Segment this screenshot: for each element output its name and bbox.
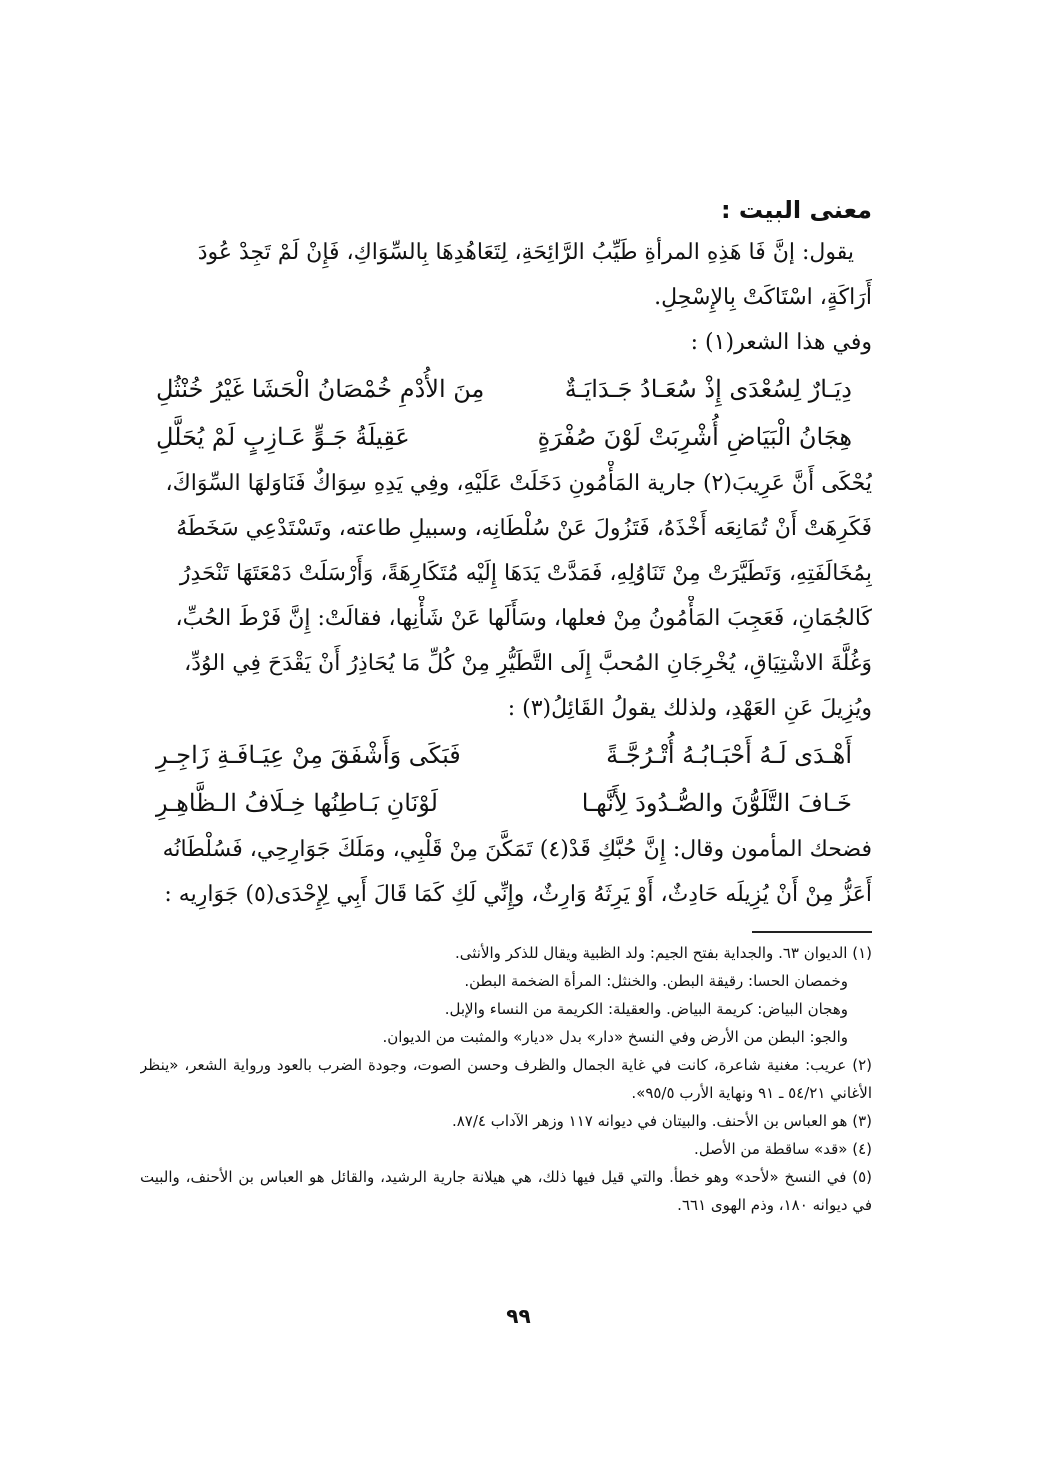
- page-body: [140, 190, 872, 1219]
- paragraph-line: كَالجُمَانِ، فَعَجِبَ المَأْمُونُ مِنْ فعلها، وسَأَلَها عَنْ شَأْنِها، فقالَتْ: إِنَّ فَرْطَ الحُبِّ،: [175, 606, 872, 631]
- verse-hemistich-right: أَهْـدَى لَـهُ أَحْبَـابُـهُ أُتْـرُجَّـةً: [606, 741, 852, 769]
- footnote: (٤) «قد» ساقطة من الأصل.: [694, 1140, 872, 1158]
- verse-line: [140, 779, 872, 827]
- poem-intro: وفي هذا الشعر(١) :: [690, 330, 872, 355]
- footnote: (٣) هو العباس بن الأحنف. والبيتان في ديوانه ١١٧ وزهر الآداب ٨٧/٤.: [451, 1112, 872, 1130]
- footnote-continuation: وهجان البياض: كريمة البياض. والعقيلة: الكريمة من النساء والإبل.: [444, 1000, 848, 1018]
- footnotes: [140, 939, 872, 1219]
- verse-hemistich-left: عَقِيلَةُ جَـوٍّ عَـازِبٍ لَمْ يُحَلَّلِ: [156, 423, 410, 451]
- verse-hemistich-right: هِجَانُ الْبَيَاضِ أُشْرِبَتْ لَوْنَ صُفْرَةٍ: [537, 423, 852, 451]
- poem-block-1: [140, 365, 872, 461]
- paragraph-conclusion: [140, 827, 872, 917]
- footnote-continuation: والجو: البطن من الأرض وفي النسخ «دار» بدل «ديار» والمثبت من الديوان.: [382, 1028, 848, 1046]
- poem-block-2: [140, 731, 872, 827]
- verse-hemistich-left: فَبَكَى وَأَشْفَقَ مِنْ عِيَـافَـةِ زَاجِـرِ: [156, 741, 461, 769]
- footnote: (٢) عريب: مغنية شاعرة، كانت في غاية الجمال والظرف وحسن الصوت، وجودة الضرب بالعود ورواية الشعر، «ينظر الأغاني ٥٤/٢١ ـ ٩١ ونهاية الأرب ٩٥/٥».: [140, 1056, 872, 1102]
- paragraph-meaning: [140, 230, 872, 320]
- footnote: (١) الديوان ٦٣. والجداية بفتح الجيم: ولد الظبية ويقال للذكر والأنثى.: [454, 944, 872, 962]
- footnote-continuation: وخمصان الحسا: رقيقة البطن. والخنثل: المرأة الضخمة البطن.: [464, 972, 848, 990]
- verse-hemistich-left: مِنَ الأُدْمِ خُمْصَانُ الْحَشَا غَيْرُ خُنْثُلِ: [156, 375, 485, 403]
- paragraph-line: ويُزِيلَ عَنِ العَهْدِ، ولذلك يقولُ القَائِلُ(٣) :: [507, 696, 872, 721]
- verse-hemistich-right: خَـافَ التَّلَوُّنَ والصُّـدُودَ لِأَنَّهـا: [581, 789, 852, 817]
- footnote: (٥) في النسخ «لأحد» وهو خطأ. والتي قيل فيها ذلك، هي هيلانة جارية الرشيد، والقائل هو العباس بن الأحنف، والبيت في ديوانه ١٨٠، وذم الهوى ٦٦١.: [140, 1168, 872, 1214]
- paragraph-line: أَعَزُّ مِنْ أَنْ يُزِيلَه حَادِثٌ، أَوْ يَرِثَهُ وَارِثٌ، وإِنِّي لَكِ كَمَا قَالَ أَبِي لِإِحْدَى(٥) جَوَارِيه :: [164, 882, 872, 907]
- paragraph-story: [140, 461, 872, 731]
- paragraph-line: يقول: إنَّ فَا هَذِهِ المرأةِ طَيِّبُ الرَّائِحَةِ، لِتَعَاهُدِهَا بِالسِّوَاكِ، فَإِنْ لَمْ تَجِدْ عُودَ: [197, 240, 854, 265]
- page-number: ٩٩: [506, 1304, 531, 1328]
- footnote-divider: [752, 931, 872, 933]
- paragraph-line: أَرَاكَةٍ، اسْتَاكَتْ بِالإِسْحِلِ.: [654, 285, 872, 310]
- verse-hemistich-left: لَوْنَانِ بَـاطِنُها خِـلَافُ الـظَّاهِـرِ: [156, 789, 438, 817]
- paragraph-line: وَغُلَّةَ الاشْتِيَاقِ، يُخْرِجَانِ المُحبَّ إِلَى التَّطَيُّرِ مِنْ كُلِّ مَا يُحَاذِرُ أَنْ يَقْدَحَ فِي الوُدِّ،: [184, 651, 872, 676]
- verse-line: [140, 731, 872, 779]
- section-heading: معنى البيت :: [720, 196, 872, 224]
- verse-hemistich-right: دِيَـارٌ لِسُعْدَى إِذْ سُعَـادُ جَـدَايَـةٌ: [564, 375, 852, 403]
- verse-line: [140, 413, 872, 461]
- paragraph-line: فضحك المأمون وقال: إِنَّ حُبَّكِ قَدْ(٤) تَمَكَّنَ مِنْ قَلْبِي، ومَلَكَ جَوَارِحِي، فَسُلْطَانُه: [162, 837, 872, 862]
- paragraph-line: يُحْكَى أَنَّ عَرِيبَ(٢) جارية المَأْمُونِ دَخَلَتْ عَلَيْهِ، وفِي يَدِهِ سِوَاكٌ فَنَاوَلهَا السِّوَاكَ،: [165, 471, 872, 496]
- paragraph-line: فَكَرِهَتْ أَنْ تُمَانِعَه أَخْذَهُ، فَتَزُولَ عَنْ سُلْطَانِه، وسبيلِ طاعته، وتَسْتَدْعِي سَخَطَهُ: [176, 516, 872, 541]
- paragraph-line: بِمُخَالَفَتِهِ، وَتَطَيَّرَتْ مِنْ تَنَاوُلِهِ، فَمَدَّتْ يَدَهَا إِلَيْه مُتَكَارِهَةً، وَأَرْسَلَتْ دَمْعَتَهَا تَنْحَدِرُ: [179, 561, 872, 586]
- verse-line: [140, 365, 872, 413]
